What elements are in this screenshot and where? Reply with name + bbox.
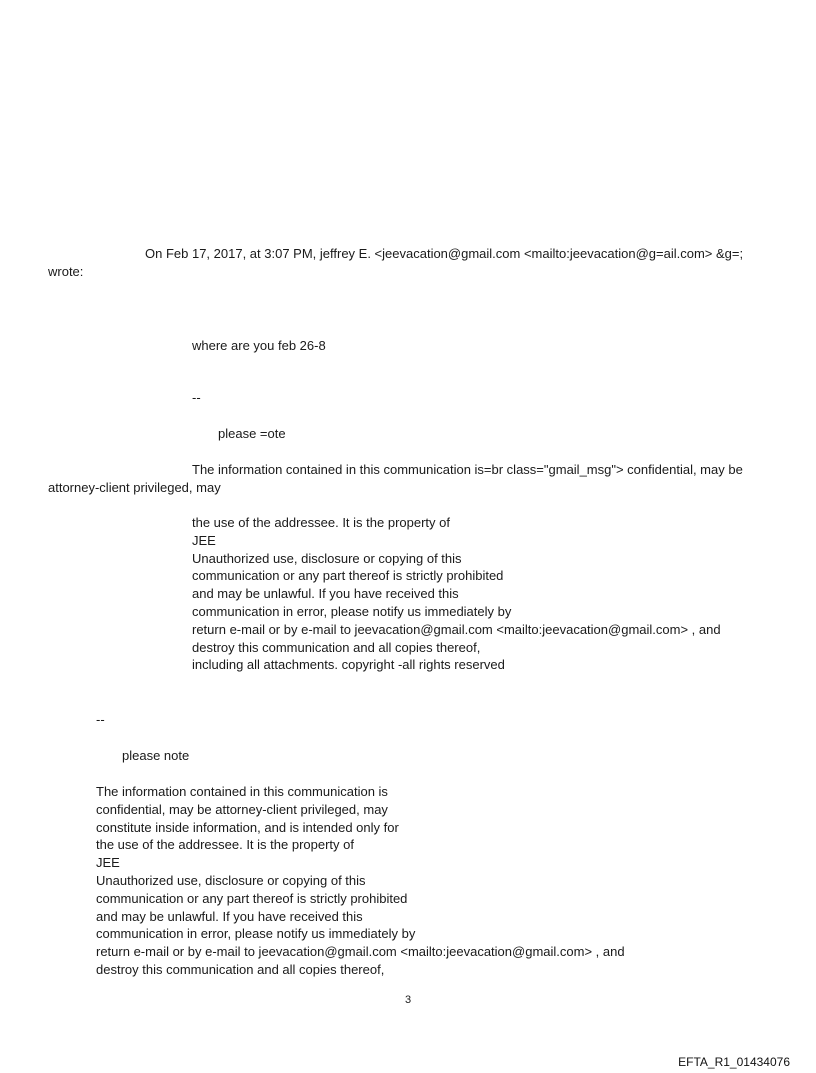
text-line: constitute inside information, and is intended only for xyxy=(96,819,399,835)
signature-separator: -- xyxy=(96,712,105,727)
text-line: and may be unlawful. If you have received this xyxy=(96,908,363,924)
text-line: and may be unlawful. If you have received this xyxy=(192,586,459,602)
please-note-heading: please note xyxy=(122,748,190,763)
text-line: JEE xyxy=(192,532,216,548)
text-line: confidential, may be attorney-client privileged, may xyxy=(96,801,388,817)
text-line: the use of the addressee. It is the property of xyxy=(192,515,450,530)
confidentiality-block xyxy=(96,783,625,979)
document-id: EFTA_R1_01434076 xyxy=(678,1055,790,1069)
text-line: Unauthorized use, disclosure or copying of this xyxy=(192,550,462,566)
text-line: destroy this communication and all copies thereof, xyxy=(96,961,385,977)
text-line: communication or any part thereof is strictly prohibited xyxy=(96,890,408,906)
text-line: The information contained in this communication is xyxy=(96,784,388,799)
confidentiality-block-quoted xyxy=(192,514,721,674)
text-line: the use of the addressee. It is the property of xyxy=(96,837,354,853)
text-line: return e-mail or by e-mail to jeevacation@gmail.com <mailto:jeevacation@gmail.com> , and xyxy=(192,621,721,637)
text-line: destroy this communication and all copies thereof, xyxy=(192,639,481,655)
signature-separator: -- xyxy=(192,390,201,405)
email-header-line: On Feb 17, 2017, at 3:07 PM, jeffrey E. <jeevacation@gmail.com <mailto:jeevacation@g=ail.com> &g=; xyxy=(145,246,744,261)
text-line: including all attachments. copyright -all rights reserved xyxy=(192,657,505,673)
text-line: JEE xyxy=(96,855,120,871)
confidentiality-line-wrap: attorney-client privileged, may xyxy=(48,480,221,495)
text-line: communication or any part thereof is strictly prohibited xyxy=(192,568,504,584)
text-line: Unauthorized use, disclosure or copying of this xyxy=(96,872,366,888)
page-number: 3 xyxy=(404,994,412,1006)
text-line: communication in error, please notify us immediately by xyxy=(192,603,512,619)
please-note-heading: please =ote xyxy=(218,426,286,441)
message-body: where are you feb 26-8 xyxy=(192,338,326,353)
email-header-wrote: wrote: xyxy=(48,264,84,279)
confidentiality-line: The information contained in this communication is=br class="gmail_msg"> confidential, may be xyxy=(192,462,743,477)
text-line: communication in error, please notify us immediately by xyxy=(96,926,416,942)
text-line: return e-mail or by e-mail to jeevacation@gmail.com <mailto:jeevacation@gmail.com> , and xyxy=(96,944,625,960)
